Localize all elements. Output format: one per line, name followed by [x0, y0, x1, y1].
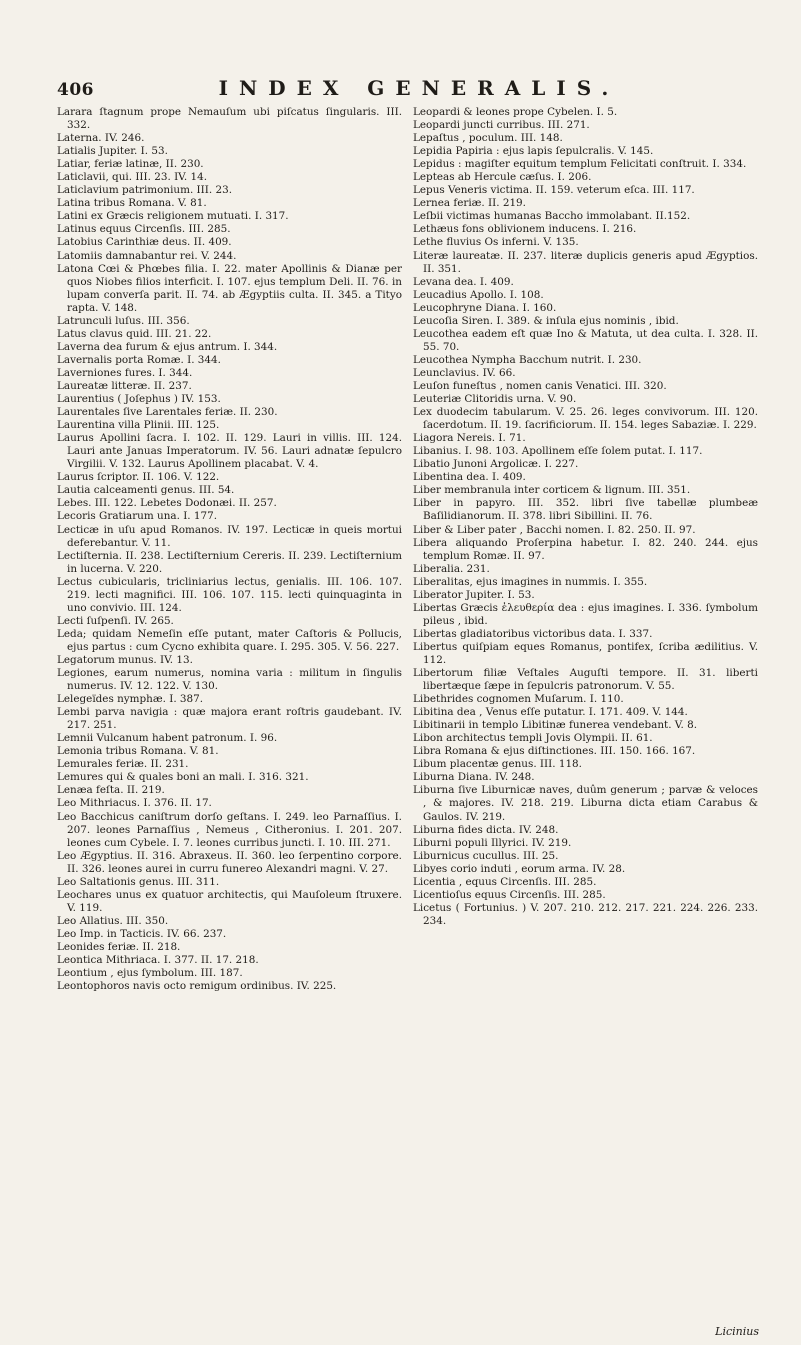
index-entry: Liberalitas, ejus imagines in nummis. I. 355.	[413, 575, 648, 588]
index-entry: Libertas gladiatoribus victoribus data. I. 337.	[413, 627, 653, 640]
index-entry: Leontium , ejus ſymbolum. III. 187.	[57, 967, 243, 980]
page-number: 406	[57, 80, 94, 100]
index-entry: Lethæus fons oblivionem inducens. I. 216.	[413, 223, 637, 236]
index-entry: Lex duodecim tabularum. V. 25. 26. leges convivorum. III. 120. ſacerdotum. II. 19. ſacrificiorum. II. 154. leges Sabaziæ. I. 229.	[413, 406, 758, 432]
index-entry: Liber & Liber pater , Bacchi nomen. I. 82. 250. II. 97.	[413, 523, 696, 536]
index-entry: Lecoris Gratiarum una. I. 177.	[57, 510, 218, 523]
index-entry: Latobius Carinthiæ deus. II. 409.	[57, 236, 232, 249]
index-entry: Latrunculi luſus. III. 356.	[57, 314, 190, 327]
index-entry: Laverniones fures. I. 344.	[57, 366, 193, 379]
running-title: INDEX GENERALIS.	[218, 76, 620, 100]
index-entry: Libon architectus templi Jovis Olympii. II. 61.	[413, 732, 653, 745]
index-entry: Latini ex Græcis religionem mutuati. I. 317.	[57, 210, 289, 223]
index-entry: Libum placentæ genus. III. 118.	[413, 758, 582, 771]
index-entry: Lenæa feſta. II. 219.	[57, 784, 165, 797]
index-column-left	[57, 106, 402, 993]
index-entry: Lemures qui & quales boni an mali. I. 316. 321.	[57, 771, 309, 784]
index-entry: Laureatæ litteræ. II. 237.	[57, 379, 192, 392]
index-entry: Leo Allatius. III. 350.	[57, 914, 169, 927]
index-entry: Leonides feriæ. II. 218.	[57, 941, 181, 953]
index-entry: Leochares unus ex quatuor architectis, qui Mauſoleum ſtruxere. V. 119.	[57, 888, 402, 914]
index-entry: Laurentina villa Plinii. III. 125.	[57, 419, 220, 432]
index-entry: Liburni populi Illyrici. IV. 219.	[413, 836, 572, 849]
index-entry: Lectus cubicularis, tricliniarius lectus, genialis. III. 106. 107. 219. lecti magnifici. III. 106. 107. 115. lecti quinquaginta in uno convivio. III. 124.	[57, 575, 402, 614]
index-entry: Liber membranula inter corticem & lignum. III. 351.	[413, 484, 691, 497]
index-entry: Leopardi juncti curribus. III. 271.	[413, 119, 590, 132]
index-entry: Liber in papyro. III. 352. libri ſive tabellæ plumbeæ Baſilidianorum. II. 378. libri Sibillini. II. 76.	[413, 497, 758, 523]
index-entry: Laverna dea furum & ejus antrum. I. 344.	[57, 340, 278, 353]
index-entry: Liagora Nereis. I. 71.	[413, 432, 526, 445]
index-entry: Licentioſus equus Circenſis. III. 285.	[413, 888, 606, 901]
index-entry: Levana dea. I. 409.	[413, 275, 514, 288]
index-entry: Lembi parva navigia : quæ majora erant roſtris gaudebant. IV. 217. 251.	[57, 706, 402, 732]
index-entry: Leucoſia Siren. I. 389. & inſula ejus nominis , ibid.	[413, 314, 679, 327]
index-entry: Leontica Mithriaca. I. 377. II. 17. 218.	[57, 954, 259, 967]
index-entry: Leopardi & leones prope Cybelen. I. 5.	[413, 106, 618, 118]
index-entry: Laurus Apollini ſacra. I. 102. II. 129. Lauri in villis. III. 124. Lauri ante Januas Imperatorum. IV. 56. Lauri adnatæ ſepulcro Virgilii. V. 132. Laurus Apollinem placabat. V. 4.	[57, 432, 402, 471]
index-entry: Lethe fluvius Os inferni. V. 135.	[413, 236, 579, 249]
index-entry: Leo Bacchicus caniſtrum dorſo geſtans. I. 249. leo Parnaſſius. I. 207. leones Parnaſſius , Nemeus , Citheronius. I. 201. 207. leones cum Cybele. I. 7. leones curribus juncti. I. 10. III. 271.	[57, 810, 402, 849]
index-entry: Leo Imp. in Tacticis. IV. 66. 237.	[57, 927, 227, 940]
index-entry: Libethrides cognomen Muſarum. I. 110.	[413, 693, 624, 706]
index-entry: Lectiſternia. II. 238. Lectiſternium Cereris. II. 239. Lectiſternium in lucerna. V. 220.	[57, 549, 402, 575]
index-entry: Leſbii victimas humanas Baccho immolabant. II.152.	[413, 210, 691, 223]
index-entry: Laurentales ſive Larentales feriæ. II. 230.	[57, 406, 278, 419]
index-entry: Laurentius ( Joſephus ) IV. 153.	[57, 393, 221, 406]
index-entry: Libertus quiſpiam eques Romanus, pontifex, ſcriba ædilitius. V. 112.	[413, 640, 758, 666]
index-entry: Latialis Jupiter. I. 53.	[57, 145, 168, 158]
index-entry: Libentina dea. I. 409.	[413, 471, 526, 484]
index-entry: Leucothea Nympha Bacchum nutrit. I. 230.	[413, 353, 642, 366]
index-entry: Latina tribus Romana. V. 81.	[57, 197, 207, 210]
index-entry: Libitinarii in templo Libitinæ funerea vendebant. V. 8.	[413, 719, 698, 732]
index-entry: Laticlavium patrimonium. III. 23.	[57, 184, 233, 197]
index-entry: Lecticæ in uſu apud Romanos. IV. 197. Lecticæ in queis mortui deferebantur. V. 11.	[57, 523, 402, 549]
index-entry: Licetus ( Fortunius. ) V. 207. 210. 212. 217. 221. 224. 226. 233. 234.	[413, 901, 758, 927]
index-entry: Lepteas ab Hercule cæſus. I. 206.	[413, 171, 592, 184]
index-entry: Leda; quidam Nemeſin eſſe putant, mater Caſtoris & Pollucis, ejus partus : cum Cycno exhibita quare. I. 295. 305. V. 56. 227.	[57, 627, 402, 653]
index-entry: Leo Ægyptius. II. 316. Abraxeus. II. 360. leo ſerpentino corpore. II. 326. leones aurei in curru funereo Alexandri magni. V. 27.	[57, 849, 402, 875]
index-entry: Liburna Diana. IV. 248.	[413, 771, 535, 784]
index-entry: Lebes. III. 122. Lebetes Dodonæi. II. 257.	[57, 497, 277, 510]
index-entry: Legiones, earum numerus, nomina varia : militum in ſingulis numerus. IV. 12. 122. V. 130.	[57, 667, 402, 693]
index-entry: Libera aliquando Proſerpina habetur. I. 82. 240. 244. ejus templum Romæ. II. 97.	[413, 536, 758, 562]
index-entry: Lernea feriæ. II. 219.	[413, 197, 526, 210]
index-entry: Lemnii Vulcanum habent patronum. I. 96.	[57, 732, 278, 745]
index-entry: Legatorum munus. IV. 13.	[57, 653, 193, 666]
index-entry: Libyes corio induti , eorum arma. IV. 28.	[413, 862, 626, 875]
index-entry: Leontophoros navis octo remigum ordinibus. IV. 225.	[57, 980, 337, 993]
index-entry: Lavernalis porta Romæ. I. 344.	[57, 353, 221, 366]
index-entry: Lepidus : magiſter equitum templum Felicitati conſtruit. I. 334.	[413, 158, 747, 171]
index-entry: Latinus equus Circenſis. III. 285.	[57, 223, 231, 236]
index-entry: Libanius. I. 98. 103. Apollinem eſſe ſolem putat. I. 117.	[413, 445, 703, 458]
index-column-right	[413, 106, 758, 928]
index-entry: Liburna ſive Liburnicæ naves, duûm generum ; parvæ & veloces , & majores. IV. 218. 219. Liburna dicta etiam Carabus & Gaulos. IV. 219.	[413, 784, 758, 823]
index-entry: Latomiis damnabantur rei. V. 244.	[57, 249, 237, 262]
index-entry: Libra Romana & ejus diſtinctiones. III. 150. 166. 167.	[413, 745, 696, 758]
index-entry: Leucothea eadem eſt quæ Ino & Matuta, ut dea culta. I. 328. II. 55. 70.	[413, 327, 758, 353]
index-entry: Liberator Jupiter. I. 53.	[413, 588, 535, 601]
index-entry: Liberalia. 231.	[413, 562, 490, 575]
index-entry: Lelegeïdes nymphæ. I. 387.	[57, 693, 204, 706]
index-entry: Leuteriæ Clitoridis urna. V. 90.	[413, 393, 577, 406]
index-entry: Lepus Veneris victima. II. 159. veterum eſca. III. 117.	[413, 184, 695, 197]
index-entry: Leucadius Apollo. I. 108.	[413, 288, 544, 301]
index-entry: Leunclavius. IV. 66.	[413, 366, 516, 379]
index-entry: Lecti ſuſpenſi. IV. 265.	[57, 614, 174, 627]
index-entry: Libertas Græcis ἐλευθερία dea : ejus imagines. I. 336. ſymbolum pileus , ibid.	[413, 601, 758, 627]
index-entry: Licentia , equus Circenſis. III. 285.	[413, 875, 597, 888]
index-entry: Laurus ſcriptor. II. 106. V. 122.	[57, 471, 220, 484]
index-entry: Literæ laureatæ. II. 237. literæ duplicis generis apud Ægyptios. II. 351.	[413, 249, 758, 275]
index-entry: Liburnicus cucullus. III. 25.	[413, 849, 559, 862]
index-entry: Libatio Junoni Argolicæ. I. 227.	[413, 458, 579, 471]
index-entry: Latiar, feriæ latinæ, II. 230.	[57, 158, 204, 171]
index-entry: Lautia calceamenti genus. III. 54.	[57, 484, 235, 497]
index-entry: Lepidia Papiria : ejus lapis ſepulcralis. V. 145.	[413, 145, 654, 158]
index-entry: Leuſon funeſtus , nomen canis Venatici. III. 320.	[413, 379, 667, 392]
index-entry: Libitina dea , Venus eſſe putatur. I. 171. 409. V. 144.	[413, 706, 688, 719]
index-entry: Lepaſtus , poculum. III. 148.	[413, 132, 563, 145]
catchword: Licinius	[715, 1325, 759, 1338]
index-entry: Libertorum filiæ Veſtales Auguſti tempore. II. 31. liberti libertæque ſæpe in ſepulcris patronorum. V. 55.	[413, 667, 758, 693]
index-entry: Leo Saltationis genus. III. 311.	[57, 875, 220, 888]
index-entry: Lemurales feriæ. II. 231.	[57, 758, 189, 771]
index-entry: Latus clavus quid. III. 21. 22.	[57, 327, 212, 340]
page-header	[57, 78, 761, 104]
index-entry: Leo Mithriacus. I. 376. II. 17.	[57, 797, 212, 810]
index-entry: Latona Cœi & Phœbes filia. I. 22. mater Apollinis & Dianæ per quos Niobes filios interficit. I. 107. ejus templum Deli. II. 76. in lupam converſa parit. II. 74. ab Ægyptiis culta. II. 345. a Tityo rapta. V. 148.	[57, 262, 402, 314]
index-entry: Laterna. IV. 246.	[57, 132, 145, 145]
index-entry: Lemonia tribus Romana. V. 81.	[57, 745, 219, 758]
index-entry: Larara ſtagnum prope Nemauſum ubi piſcatus ſingularis. III. 332.	[57, 106, 402, 132]
index-entry: Laticlavii, qui. III. 23. IV. 14.	[57, 171, 207, 184]
index-entry: Leucophryne Diana. I. 160.	[413, 301, 557, 314]
index-entry: Liburna fides dicta. IV. 248.	[413, 823, 559, 836]
